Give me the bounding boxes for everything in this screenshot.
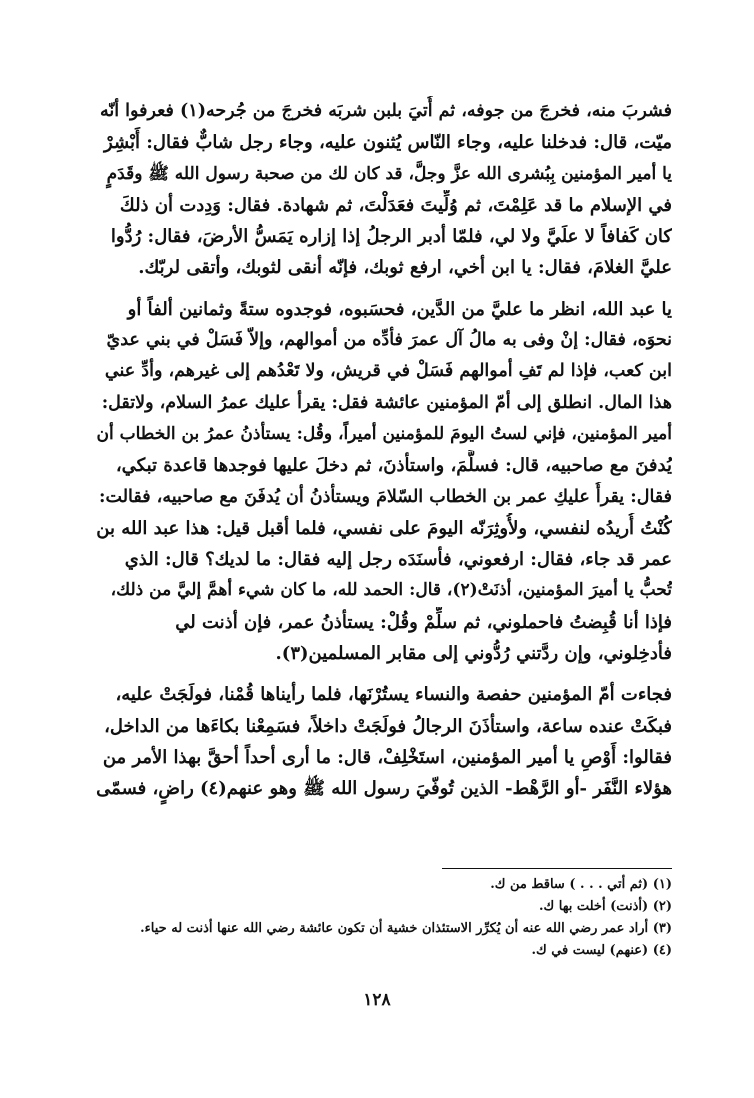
text-line: عمر قد جاء، فقال: ارفعوني، فأسنَدَه رجل إليه فقال: ما لديك؟ قال: الذي	[124, 549, 672, 571]
text-line: هذا المال. انطلق إلى أمّ المؤمنين عائشة فقل: يقرأ عليك عمرُ السلام، ولاتقل:	[101, 392, 672, 413]
paragraph-3	[96, 679, 672, 804]
footnotes	[96, 874, 672, 962]
text-line: كان كَفافاً لا علَيَّ ولا لي، فلمّا أدبر الرجلُ إذا إزاره يَمَسُّ الأرضَ، فقال: رُدُّوا	[110, 226, 672, 248]
text-line: فإذا أنا قُبِضتُ فاحملوني، ثم سلِّمْ وقُلْ: يستأذنُ عمر، فإن أذنت لي	[175, 611, 672, 633]
footnote-separator	[442, 868, 672, 869]
footnote-2: (٢) (أذنت) أخلت بها ك.	[538, 899, 672, 914]
paragraph-1	[96, 96, 672, 284]
paragraph-2	[96, 294, 672, 670]
page-number: ١٢٨	[363, 990, 391, 1010]
text-line: فأدخِلوني، وإن ردَّتني رُدُّوني إلى مقابر المسلمين(٣).	[275, 643, 672, 665]
text-line: فبكَتْ عنده ساعة، واستأذَنَ الرجالُ فولَجَتْ داخلاً، فسَمِعْنا بكاءَها من الداخل،	[104, 715, 672, 737]
footnote-1: (١) (ثم أتي . . . ) ساقط من ك.	[490, 877, 672, 892]
text-line: في الإسلام ما قد عَلِمْتَ، ثم وُلِّيتَ فعَدَلْتَ، ثم شهادة. فقال: وَدِدت أن ذلكَ	[119, 194, 672, 216]
text-line: نحوَه، فقال: إنْ وفى به مالُ آل عمرَ فأدِّه من أموالهم، وإلاّ فَسَلْ في بني عديّ	[106, 330, 672, 351]
text-line: أمير المؤمنين، فإني لستُ اليومَ للمؤمنين أميراً، وقُل: يستأذنُ عمرُ بن الخطاب أن	[96, 423, 672, 444]
text-line: فجاءت أمّ المؤمنين حفصة والنساء يستُرْنَها، فلما رأيناها قُمْنا، فولَجَتْ عليه،	[115, 684, 672, 706]
text-line: فقال: يقرأُ عليكِ عمر بن الخطاب السّلامَ ويستأذنُ أن يُدفَنَ مع صاحبيه، فقالت:	[99, 486, 672, 507]
text-line: هؤلاء النَّفَر -أو الرَّهْط- الذين تُوفّيَ رسول الله ﷺ وهو عنهم(٤) راضٍ، فسمّى	[96, 778, 672, 800]
text-line: يا عبد الله، انظر ما عليَّ من الدَّين، فحسَبوه، فوجدوه ستةً وثمانين ألفاً أو	[127, 298, 672, 320]
text-line: تُحبُّ يا أميرَ المؤمنين، أذنَتْ(٢)، قال: الحمد لله، ما كان شيء أهمَّ إليَّ من ذلك،	[110, 580, 672, 601]
footnote-4: (٤) (عنهم) ليست في ك.	[531, 943, 672, 958]
footnote-3: (٣) أراد عمر رضي الله عنه أن يُكرِّر الاستئذان خشية أن تكون عائشة رضي الله عنها أذنت له حياء.	[140, 921, 672, 936]
text-line: عليَّ الغلامَ، فقال: يا ابن أخي، ارفع ثوبك، فإنّه أنقى لثوبك، وأتقى لربّك.	[138, 257, 672, 279]
text-line: ابن كعب، فإذا لم تَفِ أموالهم فَسَلْ في قريش، ولا تَعْدُهم إلى غيرهم، وأدِّ عني	[104, 361, 672, 382]
main-text	[96, 96, 672, 815]
text-line: يُدفنَ مع صاحبيه، قال: فسلَّمَ، واستأذنَ، ثم دخلَ عليها فوجدها قاعدة تبكي،	[115, 455, 672, 477]
text-line: فشربَ منه، فخرجَ من جوفه، ثم أُتيَ بلبن شربَه فخرجَ من جُرحه(١) فعرفوا أنّه	[99, 101, 672, 121]
text-line: يا أمير المؤمنين بِبُشرى الله عزَّ وجلَّ، قد كان لك من صحبة رسول الله ﷺ وقَدَمٍ	[106, 163, 672, 184]
text-line: فقالوا: أَوْصِ يا أمير المؤمنين، استَخْلِفْ، قال: ما أرى أحداً أحقَّ بهذا الأمر من	[102, 746, 672, 768]
text-line: كُنْتُ أُريدُه لنفسي، ولأُوثِرَنّه اليومَ على نفسي، فلما أقبل قيل: هذا عبد الله بن	[96, 517, 672, 539]
text-line: ميّت، قال: فدخلنا عليه، وجاء النّاس يُثنون عليه، وجاء رجل شابٌّ فقال: أَبْشِرْ	[104, 132, 672, 154]
